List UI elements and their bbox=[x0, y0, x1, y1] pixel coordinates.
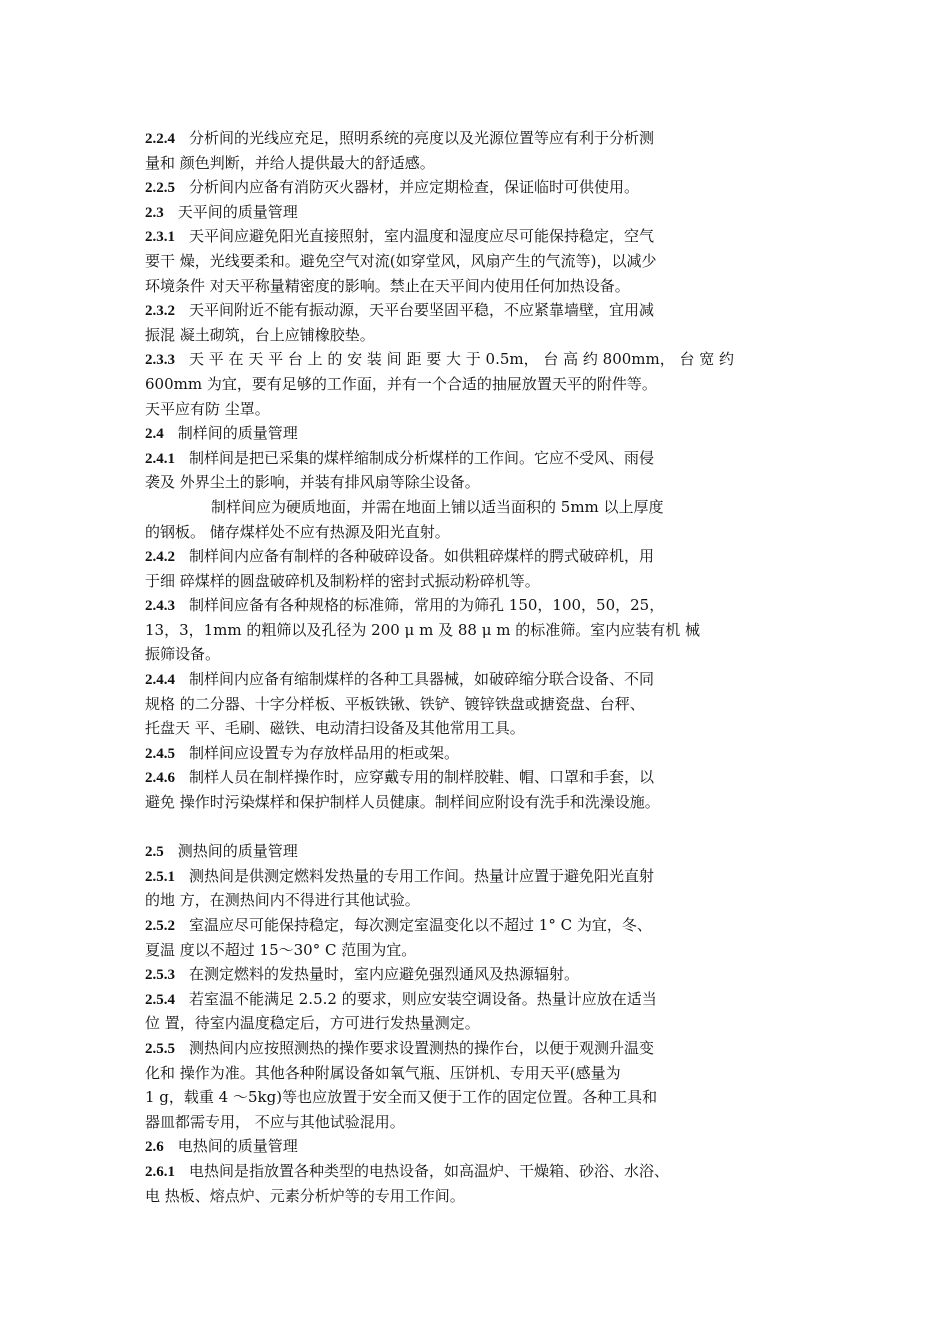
paragraph-2-5-2 bbox=[145, 913, 735, 938]
paragraph-line: 天平应有防 尘罩。 bbox=[145, 399, 270, 418]
paragraph-text: 天 平 在 天 平 台 上 的 安 装 间 距 要 大 于 0.5m， 台 高 约 800mm， 台 宽 约 bbox=[189, 350, 735, 369]
paragraph-line: 托盘天 平、毛刷、磁铁、电动清扫设备及其他常用工具。 bbox=[145, 719, 525, 738]
paragraph-line: 化和 操作为准。其他各种附属设备如氧气瓶、压饼机、专用天平(感量为 bbox=[145, 1063, 621, 1082]
section-title: 天平间的质量管理 bbox=[177, 202, 298, 221]
paragraph-line: 器皿都需专用， 不应与其他试验混用。 bbox=[145, 1112, 405, 1131]
paragraph-2-4-5 bbox=[145, 741, 735, 766]
paragraph-line: 制样间应为硬质地面，并需在地面上铺以适当面积的 5mm 以上厚度 bbox=[211, 497, 664, 516]
section-heading-2-6 bbox=[145, 1134, 735, 1159]
section-number: 2.5.2 bbox=[145, 918, 175, 934]
paragraph-2-6-1 bbox=[145, 1159, 735, 1184]
section-heading-2-5 bbox=[145, 839, 735, 864]
paragraph-2-4-1 bbox=[145, 446, 735, 471]
paragraph-text: 制样间是把已采集的煤样缩制成分析煤样的工作间。它应不受风、雨侵 bbox=[189, 448, 655, 467]
section-number: 2.4.6 bbox=[145, 770, 175, 787]
paragraph-text: 若室温不能满足 2.5.2 的要求，则应安装空调设备。热量计应放在适当 bbox=[189, 989, 657, 1008]
paragraph-text: 分析间的光线应充足，照明系统的亮度以及光源位置等应有利于分析测 bbox=[189, 129, 655, 147]
paragraph-2-4-6 bbox=[145, 765, 735, 790]
paragraph-text: 测热间是供测定燃料发热量的专用工作间。热量计应置于避免阳光直射 bbox=[189, 866, 655, 885]
paragraph-2-4-2 bbox=[145, 544, 735, 569]
paragraph-text: 制样间内应备有缩制煤样的各种工具器械，如破碎缩分联合设备、不同 bbox=[189, 670, 655, 689]
paragraph-2-3-3 bbox=[145, 347, 735, 372]
section-number: 2.4.1 bbox=[145, 450, 175, 467]
paragraph-text: 分析间内应备有消防灭火器材，并应定期检查，保证临时可供使用。 bbox=[189, 178, 640, 197]
section-number: 2.3.3 bbox=[145, 352, 175, 369]
paragraph-text: 制样人员在制样操作时，应穿戴专用的制样胶鞋、帽、口罩和手套，以 bbox=[189, 768, 655, 787]
paragraph-text: 天平间附近不能有振动源，天平台要坚固平稳，不应紧靠墙壁，宜用减 bbox=[189, 301, 655, 320]
paragraph-text: 天平间应避免阳光直接照射，室内温度和湿度应尽可能保持稳定，空气 bbox=[189, 227, 655, 246]
section-number: 2.3 bbox=[145, 204, 164, 221]
paragraph-line: 夏温 度以不超过 15～30° C 范围为宜。 bbox=[145, 940, 417, 959]
section-number: 2.3.2 bbox=[145, 303, 175, 320]
paragraph-2-5-3 bbox=[145, 962, 735, 987]
section-heading-2-3 bbox=[145, 200, 735, 225]
section-number: 2.5 bbox=[145, 844, 164, 861]
section-number: 2.5.4 bbox=[145, 991, 175, 1008]
paragraph-text: 测热间内应按照测热的操作要求设置测热的操作台，以便于观测升温变 bbox=[189, 1038, 655, 1057]
section-number: 2.4 bbox=[145, 426, 164, 443]
section-number: 2.5.5 bbox=[145, 1040, 175, 1057]
paragraph-line: 振筛设备。 bbox=[145, 645, 221, 664]
paragraph-2-2-5 bbox=[145, 175, 735, 200]
section-number: 2.4.3 bbox=[145, 598, 175, 615]
paragraph-2-2-4 bbox=[145, 126, 735, 151]
paragraph-text: 电热间是指放置各种类型的电热设备，如高温炉、干燥箱、砂浴、水浴、 bbox=[189, 1161, 670, 1180]
section-title: 测热间的质量管理 bbox=[177, 842, 298, 861]
paragraph-line: 的钢板。 储存煤样处不应有热源及阳光直射。 bbox=[145, 522, 450, 541]
section-number: 2.4.2 bbox=[145, 549, 175, 566]
section-number: 2.4.5 bbox=[145, 745, 175, 762]
paragraph-line: 1 g，载重 4 ～5kg)等也应放置于安全而又便于工作的固定位置。各种工具和 bbox=[145, 1088, 658, 1107]
section-title: 制样间的质量管理 bbox=[177, 424, 298, 443]
paragraph-line: 600mm 为宜，要有足够的工作面，并有一个合适的抽屉放置天平的附件等。 bbox=[145, 374, 657, 393]
section-number: 2.6 bbox=[145, 1139, 164, 1156]
paragraph-text: 制样间内应备有制样的各种破碎设备。如供粗碎煤样的腭式破碎机，用 bbox=[189, 547, 655, 566]
section-heading-2-4 bbox=[145, 421, 735, 446]
section-number: 2.5.1 bbox=[145, 868, 175, 885]
paragraph-line: 袭及 外界尘土的影响，并装有排风扇等除尘设备。 bbox=[145, 473, 480, 492]
section-number: 2.2.4 bbox=[145, 131, 175, 147]
paragraph-2-5-4 bbox=[145, 987, 735, 1012]
paragraph-line: 要干 燥，光线要柔和。避免空气对流(如穿堂风，风扇产生的气流等)，以减少 bbox=[145, 251, 657, 270]
paragraph-line: 于细 碎煤样的圆盘破碎机及制粉样的密封式振动粉碎机等。 bbox=[145, 571, 540, 590]
section-number: 2.2.5 bbox=[145, 180, 175, 197]
paragraph-line: 规格 的二分器、十字分样板、平板铁锹、铁铲、镀锌铁盘或搪瓷盘、台秤、 bbox=[145, 694, 645, 713]
section-number: 2.4.4 bbox=[145, 672, 175, 689]
paragraph-text: 制样间应设置专为存放样品用的柜或架。 bbox=[189, 743, 460, 762]
paragraph-line: 环境条件 对天平称量精密度的影响。禁止在天平间内使用任何加热设备。 bbox=[145, 276, 630, 295]
section-number: 2.5.3 bbox=[145, 967, 175, 984]
section-title: 电热间的质量管理 bbox=[177, 1137, 298, 1156]
paragraph-text: 在测定燃料的发热量时，室内应避免强烈通风及热源辐射。 bbox=[189, 965, 580, 984]
paragraph-2-5-5 bbox=[145, 1036, 735, 1061]
paragraph-line: 避免 操作时污染煤样和保护制样人员健康。制样间应附设有洗手和洗澡设施。 bbox=[145, 793, 660, 812]
paragraph-2-4-4 bbox=[145, 667, 735, 692]
paragraph-line: 的地 方，在测热间内不得进行其他试验。 bbox=[145, 891, 420, 910]
paragraph-line: 电 热板、熔点炉、元素分析炉等的专用工作间。 bbox=[145, 1186, 465, 1205]
paragraph-2-5-1 bbox=[145, 864, 735, 889]
paragraph-2-3-1 bbox=[145, 224, 735, 249]
section-number: 2.6.1 bbox=[145, 1163, 175, 1180]
paragraph-line: 位 置，待室内温度稳定后，方可进行发热量测定。 bbox=[145, 1014, 480, 1033]
section-number: 2.3.1 bbox=[145, 229, 175, 246]
paragraph-line: 量和 颜色判断，并给人提供最大的舒适感。 bbox=[145, 153, 435, 172]
paragraph-2-4-3 bbox=[145, 593, 735, 618]
paragraph-text: 制样间应备有各种规格的标准筛，常用的为筛孔 150，100，50，25， bbox=[189, 596, 665, 615]
paragraph-line: 振混 凝土砌筑，台上应铺橡胶垫。 bbox=[145, 325, 375, 344]
paragraph-line: 13，3，1mm 的粗筛以及孔径为 200 μ m 及 88 μ m 的标准筛。室内应装有机 械 bbox=[145, 620, 700, 639]
document-body bbox=[145, 126, 735, 1208]
blank-line bbox=[145, 815, 735, 840]
paragraph-text: 室温应尽可能保持稳定，每次测定室温变化以不超过 1° C 为宜，冬、 bbox=[189, 916, 652, 934]
paragraph-2-3-2 bbox=[145, 298, 735, 323]
